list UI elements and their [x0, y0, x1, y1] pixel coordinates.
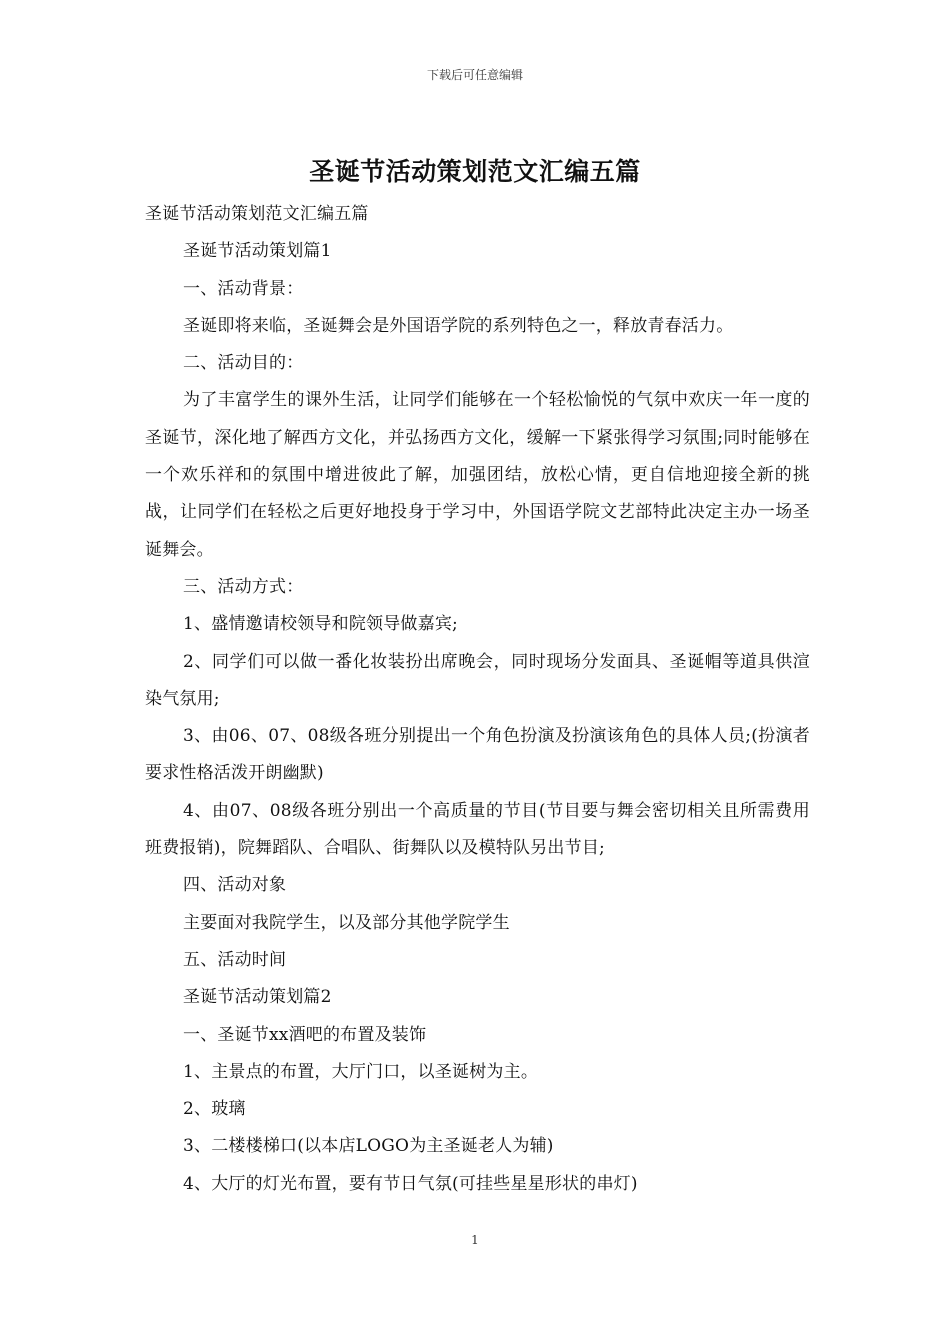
paragraph: 圣诞即将来临，圣诞舞会是外国语学院的系列特色之一，释放青春活力。 — [183, 315, 734, 336]
page-number: 1 — [471, 1233, 479, 1247]
list-item: 3、二楼楼梯口(以本店LOGO为主圣诞老人为辅) — [183, 1136, 554, 1157]
list-item: 2、同学们可以做一番化妆装扮出席晚会，同时现场分发面具、圣诞帽等道具供渲染气氛用; — [145, 651, 810, 709]
list-item: 2、玻璃 — [183, 1099, 246, 1120]
subsection-heading: 五、活动时间 — [183, 949, 287, 970]
list-item: 1、主景点的布置，大厅门口，以圣诞树为主。 — [183, 1061, 539, 1082]
document-body — [145, 196, 810, 1203]
list-item: 3、由06、07、08级各班分别提出一个角色扮演及扮演该角色的具体人员;(扮演者要求性格活泼开朗幽默) — [145, 726, 810, 784]
paragraph: 主要面对我院学生，以及部分其他学院学生 — [183, 912, 510, 933]
section-heading: 圣诞节活动策划篇2 — [183, 987, 332, 1008]
paragraph: 圣诞节活动策划范文汇编五篇 — [145, 204, 369, 224]
list-item: 4、大厅的灯光布置，要有节日气氛(可挂些星星形状的串灯) — [183, 1173, 638, 1194]
section-heading: 圣诞节活动策划篇1 — [183, 241, 332, 262]
list-item: 4、由07、08级各班分别出一个高质量的节目(节目要与舞会密切相关且所需费用班费报销)，院舞蹈队、合唱队、街舞队以及模特队另出节目; — [145, 800, 810, 859]
subsection-heading: 一、活动背景： — [183, 278, 304, 299]
list-item: 1、盛情邀请校领导和院领导做嘉宾; — [183, 614, 458, 635]
page-header: 下载后可任意编辑 — [426, 68, 523, 82]
subsection-heading: 二、活动目的： — [183, 353, 304, 374]
subsection-heading: 一、圣诞节xx酒吧的布置及装饰 — [183, 1024, 427, 1045]
document-title: 圣诞节活动策划范文汇编五篇 — [309, 157, 641, 186]
paragraph: 为了丰富学生的课外生活，让同学们能够在一个轻松愉悦的气氛中欢庆一年一度的圣诞节，深化地了解西方文化，并弘扬西方文化，缓解一下紧张得学习氛围;同时能够在一个欢乐祥和的氛围中增进彼此了解，加强团结，放松心情，更自信地迎接全新的挑战，让同学们在轻松之后更好地投身于学习中，外国语学院文艺部特此决定主办一场圣诞舞会。 — [145, 390, 810, 560]
subsection-heading: 三、活动方式： — [183, 576, 304, 597]
subsection-heading: 四、活动对象 — [183, 875, 287, 896]
